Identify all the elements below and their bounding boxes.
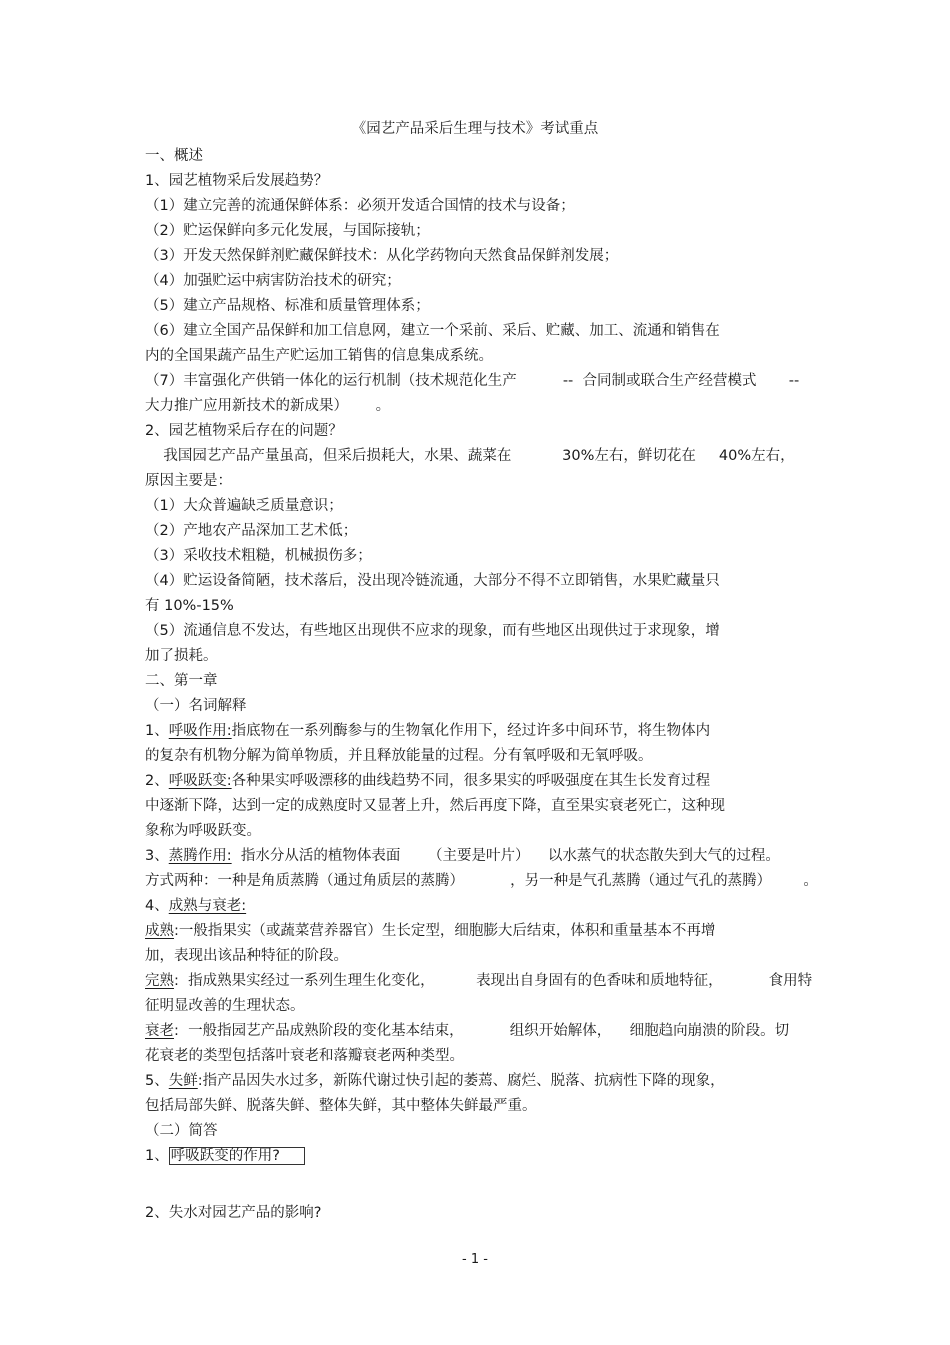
list-item-continued: 加了损耗。 (145, 648, 218, 664)
list-item-continued: 有 10%-15% (145, 598, 234, 614)
list-item: （1）建立完善的流通保鲜体系：必须开发适合国情的技术与设备； (145, 198, 575, 214)
definition-line (145, 1069, 825, 1094)
definition-continued: 加，表现出该品种特征的阶段。 (145, 948, 348, 964)
definition-text: 指水分从活的植物体表面 （主要是叶片） 以水蒸气的状态散失到大气的过程。 (231, 848, 780, 864)
definition-text: : 指成熟果实经过一系列生理生化变化， 表现出自身固有的色香味和质地特征， 食用特 (174, 973, 813, 989)
subsection-heading: （一）名词解释 (145, 698, 247, 714)
definition-continued: 象称为呼吸跃变。 (145, 823, 261, 839)
definition-continued: 的复杂有机物分解为简单物质，并且释放能量的过程。分有氧呼吸和无氧呼吸。 (145, 748, 653, 764)
list-item: （5）流通信息不发达，有些地区出现供不应求的现象，而有些地区出现供过于求现象，增 (145, 623, 720, 639)
question-heading: 2、园艺植物采后存在的问题？ (145, 423, 343, 439)
item-number: 2、 (145, 773, 169, 789)
item-number: 2、 (145, 1205, 169, 1221)
definition-line (145, 894, 825, 919)
list-item-continued: 大力推广应用新技术的新成果） 。 (145, 398, 391, 414)
question-text: 失水对园艺产品的影响? (168, 1205, 322, 1221)
definition-line (145, 844, 825, 869)
definition-continued: 中逐渐下降，达到一定的成熟度时又显著上升，然后再度下降，直至果实衰老死亡，这种现 (145, 798, 725, 814)
list-item: （3）采收技术粗糙，机械损伤多； (145, 548, 372, 564)
definition-line (145, 969, 825, 994)
short-answer-line (145, 1201, 825, 1226)
question-heading: 1、园艺植物采后发展趋势？ (145, 173, 329, 189)
definition-term: 呼吸跃变: (168, 773, 232, 789)
definition-text: 指底物在一系列酶参与的生物氧化作用下，经过许多中间环节，将生物体内 (231, 723, 711, 739)
blank-space (145, 1169, 825, 1201)
list-item: （2）贮运保鲜向多元化发展，与国际接轨； (145, 223, 430, 239)
definition-text: :指产品因失水过多，新陈代谢过快引起的萎蔫、腐烂、脱落、抗病性下降的现象， (197, 1073, 725, 1089)
definition-term: 呼吸作用: (168, 723, 232, 739)
list-item: （6）建立全国产品保鲜和加工信息网，建立一个采前、采后、贮藏、加工、流通和销售在 (145, 323, 720, 339)
definition-term: 蒸腾作用: (168, 848, 232, 864)
section-heading: 二、第一章 (145, 673, 218, 689)
item-number: 4、 (145, 898, 169, 914)
definition-term: 失鲜 (168, 1073, 198, 1089)
page-number: - 1 - (462, 1252, 488, 1267)
item-number: 1、 (145, 723, 169, 739)
list-item-continued: 内的全国果蔬产品生产贮运加工销售的信息集成系统。 (145, 348, 493, 364)
item-number: 5、 (145, 1073, 169, 1089)
definition-text: : 一般指园艺产品成熟阶段的变化基本结束， 组织开始解体， 细胞趋向崩溃的阶段。切 (174, 1023, 790, 1039)
definition-continued: 花衰老的类型包括落叶衰老和落瓣衰老两种类型。 (145, 1048, 464, 1064)
list-item: （1）大众普遍缺乏质量意识； (145, 498, 343, 514)
definition-term: 完熟 (145, 973, 174, 989)
item-number: 1、 (145, 1148, 169, 1164)
list-item: （7）丰富强化产供销一体化的运行机制（技术规范化生产 -- 合同制或联合生产经营模式 -- (145, 373, 800, 389)
list-item: （2）产地农产品深加工艺术低； (145, 523, 358, 539)
definition-line (145, 719, 825, 744)
list-item: （5）建立产品规格、标准和质量管理体系； (145, 298, 430, 314)
definition-line (145, 1019, 825, 1044)
definition-continued: 包括局部失鲜、脱落失鲜、整体失鲜，其中整体失鲜最严重。 (145, 1098, 537, 1114)
list-item: （4）加强贮运中病害防治技术的研究； (145, 273, 401, 289)
definition-term: 衰老 (145, 1023, 174, 1039)
definition-continued: 征明显改善的生理状态。 (145, 998, 305, 1014)
item-number: 3、 (145, 848, 169, 864)
short-answer-line (145, 1144, 825, 1169)
subsection-heading: （二）简答 (145, 1123, 218, 1139)
paragraph-line: 原因主要是： (145, 473, 232, 489)
section-heading: 一、概述 (145, 148, 203, 164)
list-item: （3）开发天然保鲜剂贮藏保鲜技术：从化学药物向天然食品保鲜剂发展； (145, 248, 619, 264)
paragraph-line: 我国园艺产品产量虽高，但采后损耗大，水果、蔬菜在 30%左右，鲜切花在 40%左右， (145, 448, 795, 464)
list-item: （4）贮运设备简陋，技术落后，没出现冷链流通，大部分不得不立即销售，水果贮藏量只 (145, 573, 720, 589)
highlighted-question-box: 呼吸跃变的作用? (169, 1147, 305, 1165)
definition-line (145, 919, 825, 944)
definition-line (145, 769, 825, 794)
document-body (145, 144, 825, 1226)
definition-term: 成熟 (145, 923, 174, 939)
definition-term: 成熟与衰老: (168, 898, 247, 914)
document-title: 《园艺产品采后生理与技术》考试重点 (351, 121, 599, 137)
definition-continued: 方式两种：一种是角质蒸腾（通过角质层的蒸腾） ，另一种是气孔蒸腾（通过气孔的蒸腾） 。 (145, 873, 818, 889)
definition-text: :一般指果实（或蔬菜营养器官）生长定型，细胞膨大后结束，体积和重量基本不再增 (174, 923, 716, 939)
definition-text: 各种果实呼吸漂移的曲线趋势不同，很多果实的呼吸强度在其生长发育过程 (231, 773, 711, 789)
